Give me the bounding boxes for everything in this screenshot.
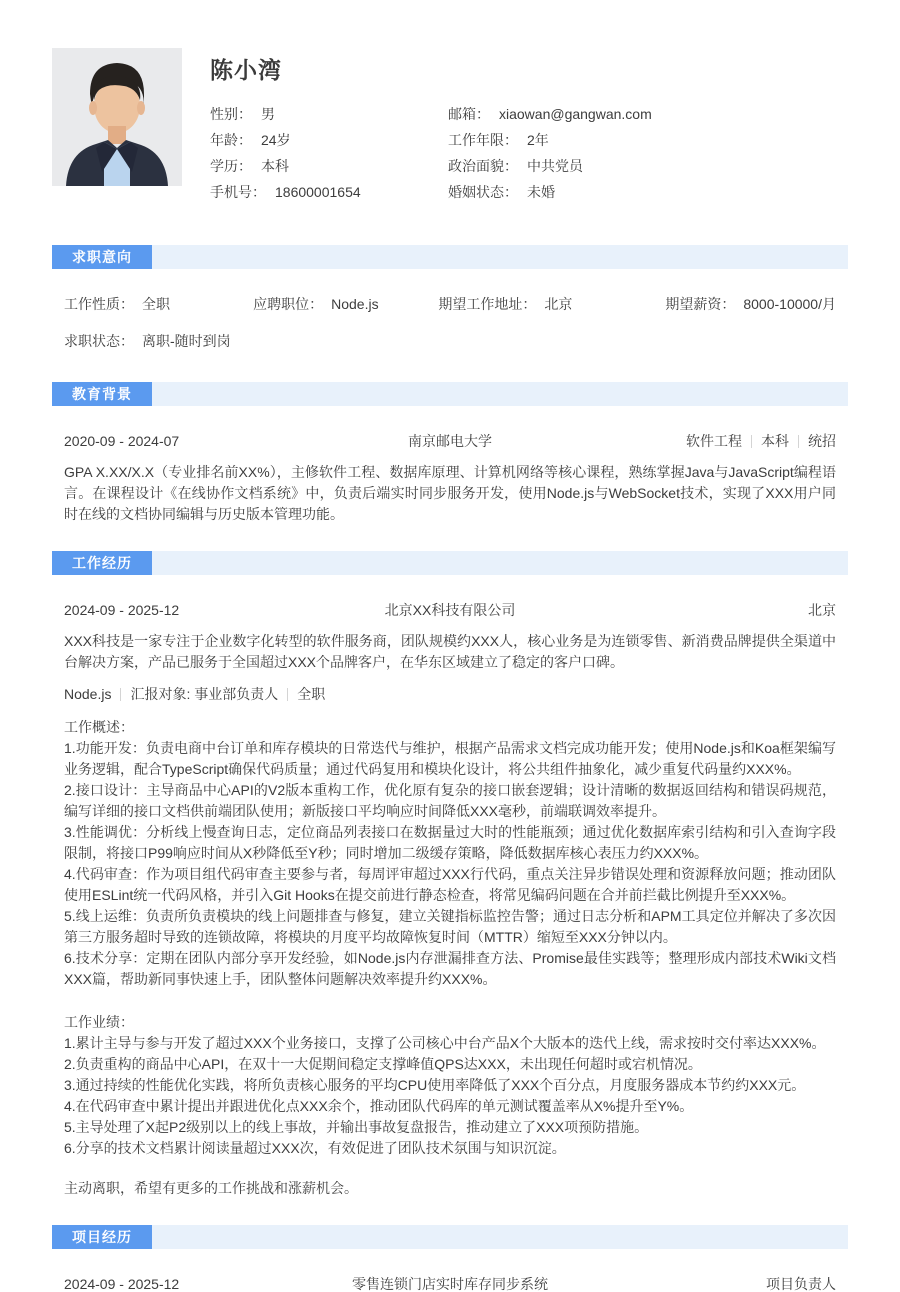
- section-header-bar: [52, 551, 848, 575]
- field-value: 24岁: [261, 132, 291, 148]
- result-item: 6.分享的技术文档累计阅读量超过XXX次，有效促进了团队技术氛围与知识沉淀。: [64, 1140, 566, 1156]
- portrait-illustration: [52, 48, 182, 186]
- work-meta-row: [52, 602, 848, 618]
- field-value: 男: [261, 106, 275, 122]
- intent-row-2: [52, 333, 848, 349]
- candidate-name: 陈小湾: [210, 57, 282, 83]
- field-label: 手机号：: [210, 184, 266, 200]
- info-row-age: [210, 127, 448, 153]
- field-label: 性别：: [210, 106, 252, 122]
- project-period: 2024-09 - 2025-12: [64, 1276, 180, 1292]
- field-value: 2年: [527, 132, 549, 148]
- edu-school: 南京邮电大学: [408, 433, 492, 449]
- section-header-bar: [52, 382, 848, 406]
- info-row-gender: [210, 101, 448, 127]
- overview-item: 2.接口设计：主导商品中心API的V2版本重构工作，优化原有复杂的接口嵌套逻辑；设计清晰的数据返回结构和错误码规范，编写详细的接口文档供前端团队使用；新版接口平均响应时间降低XXX毫秒，前端联调效率提升。: [64, 782, 836, 819]
- section-title-badge: 工作经历: [52, 551, 152, 575]
- company-name: 北京XX科技有限公司: [384, 602, 516, 618]
- field-label: 邮箱：: [448, 106, 490, 122]
- field-value: 本科: [261, 158, 289, 174]
- profile-photo: [52, 48, 182, 186]
- info-row-education: [210, 153, 448, 179]
- edu-period: 2020-09 - 2024-07: [64, 433, 180, 449]
- resign-reason: 主动离职，希望有更多的工作挑战和涨薪机会。: [64, 1180, 358, 1196]
- job-type-tag: 全职: [297, 686, 326, 702]
- education-meta-row: [52, 433, 848, 449]
- edu-major: 软件工程: [686, 433, 742, 449]
- project-meta-row: [52, 1276, 848, 1292]
- overview-item: 3.性能调优：分析线上慢查询日志，定位商品列表接口在数据量过大时的性能瓶颈；通过优化数据库索引结构和引入查询字段限制，将接口P99响应时间从X秒降低至Y秒；同时增加二级缓存策略，降低数据库核心表压力约XXX%。: [64, 824, 836, 861]
- work-period: 2024-09 - 2025-12: [64, 602, 180, 618]
- position-tag-row: [52, 685, 848, 703]
- work-overview-title: 工作概述：: [64, 719, 134, 735]
- field-label: 工作年限：: [448, 132, 518, 148]
- separator: [120, 688, 121, 701]
- info-row-marital-status: [448, 179, 848, 205]
- work-results: [52, 1012, 848, 1159]
- edu-description: GPA X.XX/X.X（专业排名前XX%），主修软件工程、数据库原理、计算机网络等核心课程，熟练掌握Java与JavaScript编程语言。在课程设计《在线协作文档系统》中，负责后端实时同步服务开发，使用Node.js与WebSocket技术，实现了XXX用户同时在线的文档协同编辑与历史版本管理功能。: [64, 464, 836, 522]
- profile-header: [52, 48, 848, 205]
- basic-info-grid: [210, 101, 848, 205]
- work-results-title: 工作业绩：: [64, 1014, 134, 1030]
- work-location: 北京: [808, 602, 836, 618]
- intent-position: [253, 296, 438, 312]
- field-label: 期望工作地址：: [438, 296, 537, 312]
- section-job-intent: [52, 245, 848, 349]
- section-education: [52, 382, 848, 525]
- separator: [287, 688, 288, 701]
- overview-item: 1.功能开发：负责电商中台订单和库存模块的日常迭代与维护，根据产品需求文档完成功能开发；使用Node.js和Koa框架编写业务逻辑，配合TypeScript确保代码质量；通过代码复用和模块化设计，将公共组件抽象化，减少重复代码量约XXX%。: [64, 740, 836, 777]
- field-label: 学历：: [210, 158, 252, 174]
- intent-status: [64, 333, 231, 349]
- info-row-political-status: [448, 153, 848, 179]
- result-item: 4.在代码审查中累计提出并跟进优化点XXX余个，推动团队代码库的单元测试覆盖率从X%提升至Y%。: [64, 1098, 694, 1114]
- field-value: 8000-10000/月: [743, 296, 836, 312]
- field-label: 求职状态：: [64, 333, 134, 349]
- basic-info-right-column: [448, 101, 848, 205]
- position-tag: Node.js: [64, 686, 112, 702]
- overview-item: 6.技术分享：定期在团队内部分享开发经验，如Node.js内存泄漏排查方法、Promise最佳实践等；整理形成内部技术Wiki文档XXX篇，帮助新同事快速上手，团队整体问题解决效率提升约XXX%。: [64, 950, 836, 987]
- result-item: 1.累计主导与参与开发了超过XXX个业务接口，支撑了公司核心中台产品X个大版本的迭代上线，需求按时交付率达XXX%。: [64, 1035, 826, 1051]
- project-role: 项目负责人: [766, 1276, 836, 1292]
- profile-info: [182, 48, 848, 205]
- field-value: 全职: [142, 296, 170, 312]
- section-title-badge: 项目经历: [52, 1225, 152, 1249]
- project-name: 零售连锁门店实时库存同步系统: [352, 1276, 548, 1292]
- info-row-work-years: [448, 127, 848, 153]
- edu-degree: 本科: [761, 433, 789, 449]
- field-value: xiaowan@gangwan.com: [499, 106, 652, 122]
- edu-qualifiers: [620, 433, 836, 449]
- intent-location: [438, 296, 650, 312]
- info-row-email: [448, 101, 848, 127]
- field-label: 婚姻状态：: [448, 184, 518, 200]
- result-item: 5.主导处理了X起P2级别以上的线上事故，并输出事故复盘报告，推动建立了XXX项预防措施。: [64, 1119, 649, 1135]
- field-label: 工作性质：: [64, 296, 134, 312]
- field-value: 中共党员: [527, 158, 583, 174]
- info-row-phone: [210, 179, 448, 205]
- result-item: 3.通过持续的性能优化实践，将所负责核心服务的平均CPU使用率降低了XXX个百分点，月度服务器成本节约约XXX元。: [64, 1077, 806, 1093]
- section-header-bar: [52, 1225, 848, 1249]
- result-item: 2.负责重构的商品中心API，在双十一大促期间稳定支撑峰值QPS达XXX，未出现任何超时或宕机情况。: [64, 1056, 702, 1072]
- overview-item: 4.代码审查：作为项目组代码审查主要参与者，每周评审超过XXX行代码，重点关注异步错误处理和资源释放问题；推动团队使用ESLint统一代码风格，并引入Git Hooks在提交前进行静态检查，将常见编码问题在合并前拦截比例提升至XXX%。: [64, 866, 836, 903]
- intent-row-1: [52, 296, 848, 312]
- edu-enroll-type: 统招: [808, 433, 836, 449]
- field-value: Node.js: [331, 296, 379, 312]
- field-value: 北京: [544, 296, 573, 312]
- field-label: 应聘职位：: [253, 296, 324, 312]
- intent-salary: [651, 296, 836, 312]
- separator: [751, 435, 752, 448]
- field-label: 期望薪资：: [665, 296, 736, 312]
- field-label: 政治面貌：: [448, 158, 518, 174]
- section-title-badge: 教育背景: [52, 382, 152, 406]
- field-value: 离职-随时到岗: [142, 333, 231, 349]
- field-value: 未婚: [527, 184, 555, 200]
- section-header-bar: [52, 245, 848, 269]
- basic-info-left-column: [210, 101, 448, 205]
- section-work-experience: [52, 551, 848, 1199]
- intent-job-type: [64, 296, 253, 312]
- overview-item: 5.线上运维：负责所负责模块的线上问题排查与修复，建立关键指标监控告警；通过日志分析和APM工具定位并解决了多次因第三方服务超时导致的连锁故障，将模块的月度平均故障恢复时间（MTTR）缩短至XXX分钟以内。: [64, 908, 836, 945]
- field-label: 年龄：: [210, 132, 252, 148]
- work-overview: [52, 717, 848, 990]
- separator: [798, 435, 799, 448]
- report-line: 汇报对象: 事业部负责人: [130, 686, 279, 702]
- section-title-badge: 求职意向: [52, 245, 152, 269]
- field-value: 18600001654: [275, 184, 361, 200]
- section-project-experience: [52, 1225, 848, 1292]
- company-intro: XXX科技是一家专注于企业数字化转型的软件服务商，团队规模约XXX人，核心业务是为连锁零售、新消费品牌提供全渠道中台解决方案，产品已服务于全国超过XXX个品牌客户，在华东区域建立了稳定的客户口碑。: [64, 633, 836, 670]
